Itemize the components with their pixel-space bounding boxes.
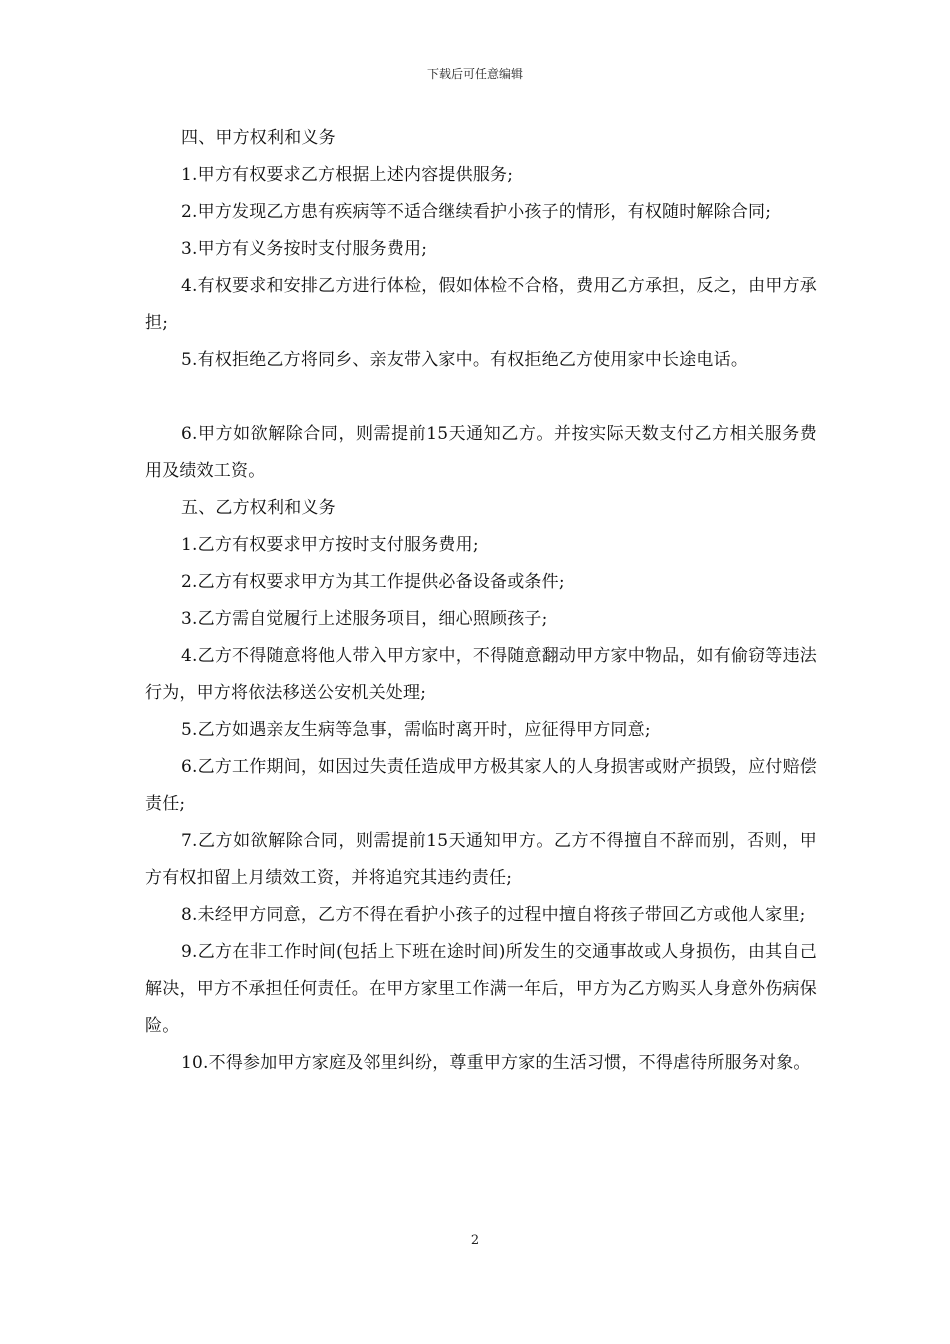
clause-b-9: 9.乙方在非工作时间(包括上下班在途时间)所发生的交通事故或人身损伤，由其自己解决，甲方不承担任何责任。在甲方家里工作满一年后，甲方为乙方购买人身意外伤病保险。 <box>145 942 817 1036</box>
clause-a-4: 4.有权要求和安排乙方进行体检，假如体检不合格，费用乙方承担，反之，由甲方承担; <box>145 276 817 333</box>
clause-b-7: 7.乙方如欲解除合同，则需提前15天通知甲方。乙方不得擅自不辞而别，否则，甲方有权扣留上月绩效工资，并将追究其违约责任; <box>145 831 817 888</box>
section-heading-party-b: 五、乙方权利和义务 <box>181 498 336 518</box>
clause-b-8: 8.未经甲方同意，乙方不得在看护小孩子的过程中擅自将孩子带回乙方或他人家里; <box>181 905 806 925</box>
section-heading-party-a: 四、甲方权利和义务 <box>181 128 336 148</box>
clause-b-1: 1.乙方有权要求甲方按时支付服务费用; <box>181 535 479 555</box>
page-header: 下载后可任意编辑 <box>426 67 523 81</box>
clause-b-5: 5.乙方如遇亲友生病等急事，需临时离开时，应征得甲方同意; <box>181 720 651 740</box>
clause-b-3: 3.乙方需自觉履行上述服务项目，细心照顾孩子; <box>181 609 548 629</box>
clause-b-4: 4.乙方不得随意将他人带入甲方家中，不得随意翻动甲方家中物品，如有偷窃等违法行为，甲方将依法移送公安机关处理; <box>145 646 817 703</box>
clause-b-2: 2.乙方有权要求甲方为其工作提供必备设备或条件; <box>181 572 565 592</box>
clause-b-10: 10.不得参加甲方家庭及邻里纠纷，尊重甲方家的生活习惯，不得虐待所服务对象。 <box>181 1053 811 1073</box>
clause-b-6: 6.乙方工作期间，如因过失责任造成甲方极其家人的人身损害或财产损毁，应付赔偿责任; <box>145 757 817 814</box>
clause-a-1: 1.甲方有权要求乙方根据上述内容提供服务; <box>181 165 514 185</box>
clause-a-3: 3.甲方有义务按时支付服务费用; <box>181 239 428 259</box>
clause-a-6: 6.甲方如欲解除合同，则需提前15天通知乙方。并按实际天数支付乙方相关服务费用及绩效工资。 <box>145 424 817 481</box>
clause-a-5: 5.有权拒绝乙方将同乡、亲友带入家中。有权拒绝乙方使用家中长途电话。 <box>181 350 749 370</box>
page-number: 2 <box>470 1233 480 1248</box>
document-body <box>145 120 817 1082</box>
clause-a-2: 2.甲方发现乙方患有疾病等不适合继续看护小孩子的情形，有权随时解除合同; <box>181 202 772 222</box>
